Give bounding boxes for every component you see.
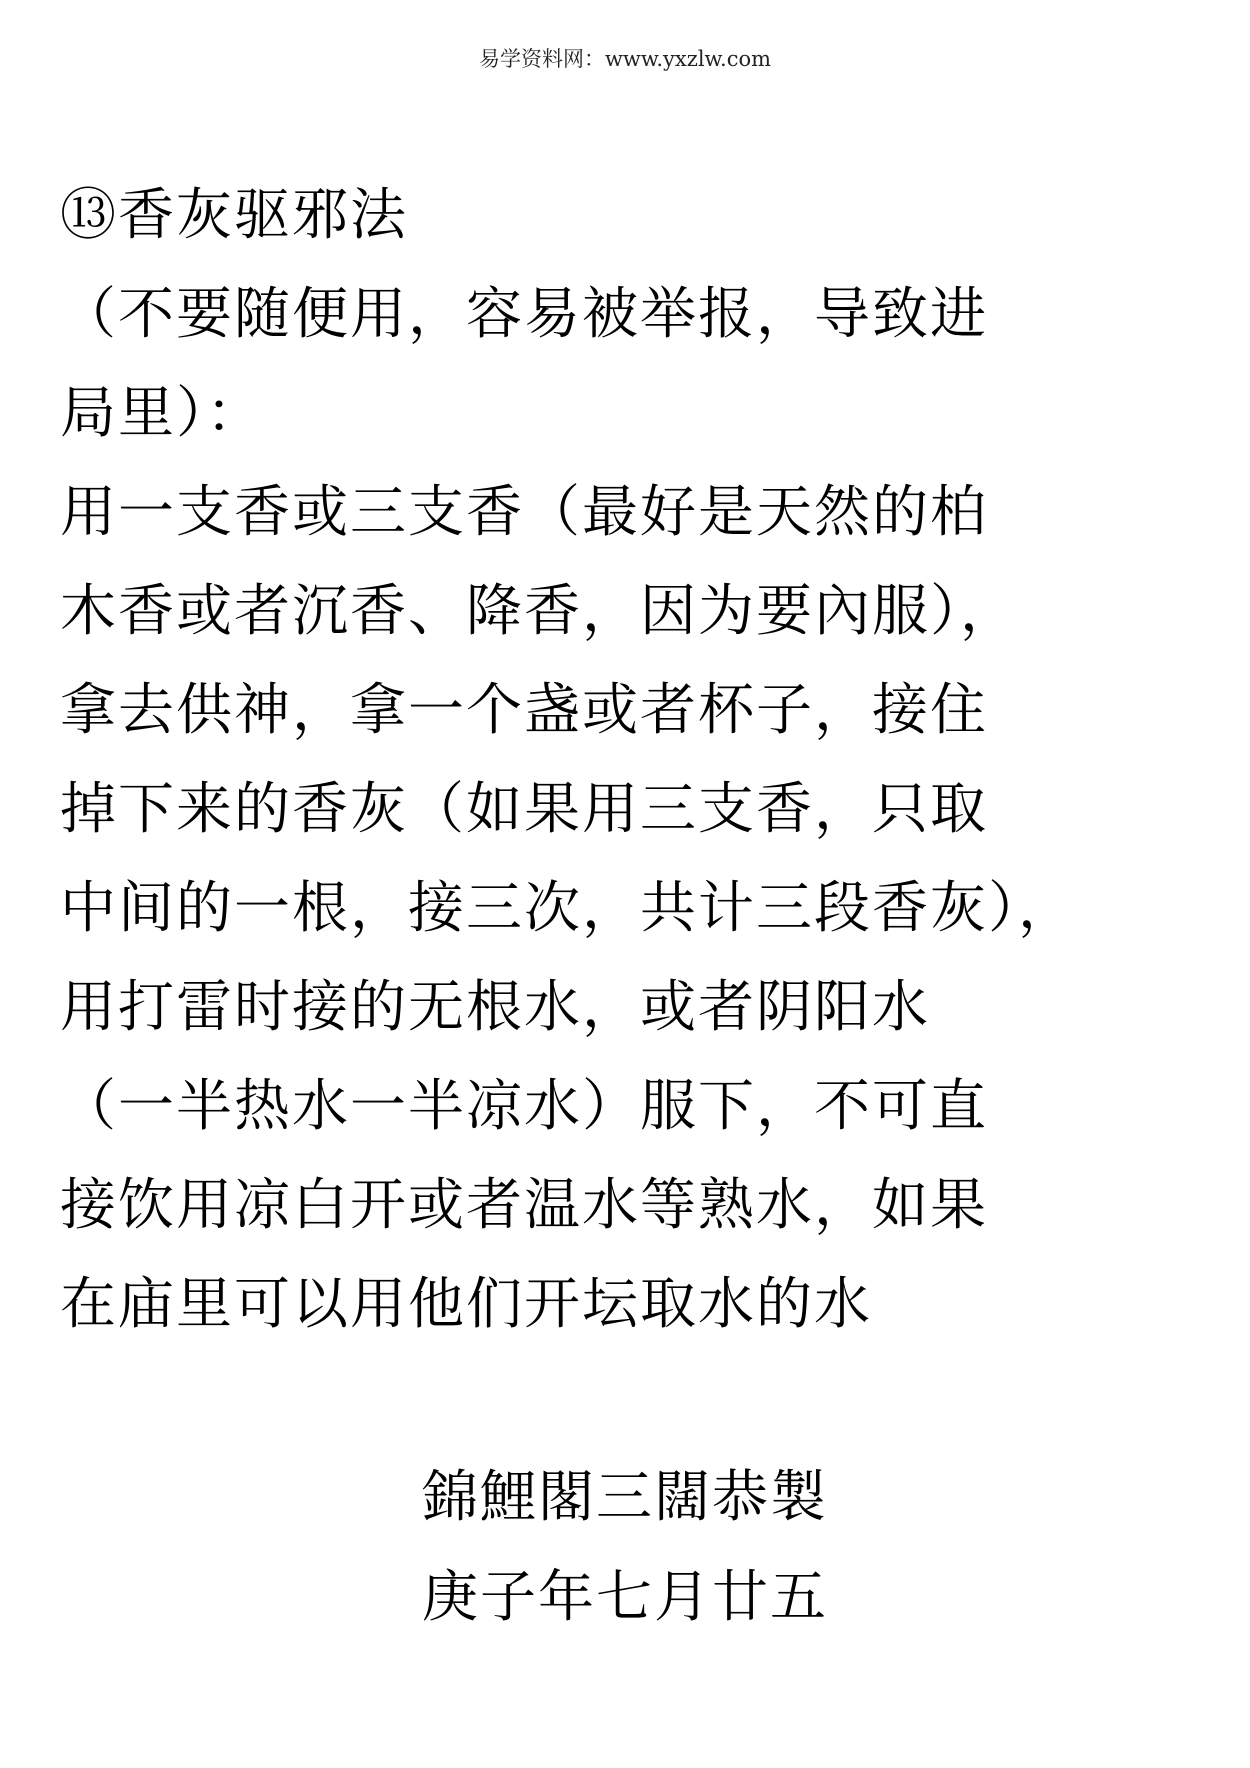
signature-block — [0, 1448, 1250, 1648]
body-line: 用一支香或三支香（最好是天然的柏 — [60, 480, 988, 545]
body-line: 在庙里可以用他们开坛取水的水 — [60, 1272, 872, 1337]
page-header: 易学资料网：www.yxzlw.com — [478, 47, 772, 71]
body-line: 掉下来的香灰（如果用三支香，只取 — [60, 777, 988, 842]
body-line: 中间的一根，接三次，共计三段香灰）， — [60, 876, 1076, 941]
body-line: （一半热水一半凉水）服下，不可直 — [60, 1074, 988, 1139]
signature-author: 錦鯉閣三闊恭製 — [422, 1465, 828, 1530]
body-line: 木香或者沉香、降香，因为要內服）， — [60, 579, 1018, 644]
body-line: 拿去供神，拿一个盏或者杯子，接住 — [60, 678, 988, 743]
body-line: 局里）： — [60, 381, 264, 446]
body-line: （不要随便用，容易被举报，导致进 — [60, 282, 988, 347]
body-line: 用打雷时接的无根水，或者阴阳水 — [60, 975, 930, 1040]
section-title: ⑬香灰驱邪法 — [60, 183, 408, 248]
body-line: 接饮用凉白开或者温水等熟水，如果 — [60, 1173, 988, 1238]
document-body — [60, 166, 1200, 1354]
signature-date: 庚子年七月廿五 — [422, 1565, 828, 1630]
